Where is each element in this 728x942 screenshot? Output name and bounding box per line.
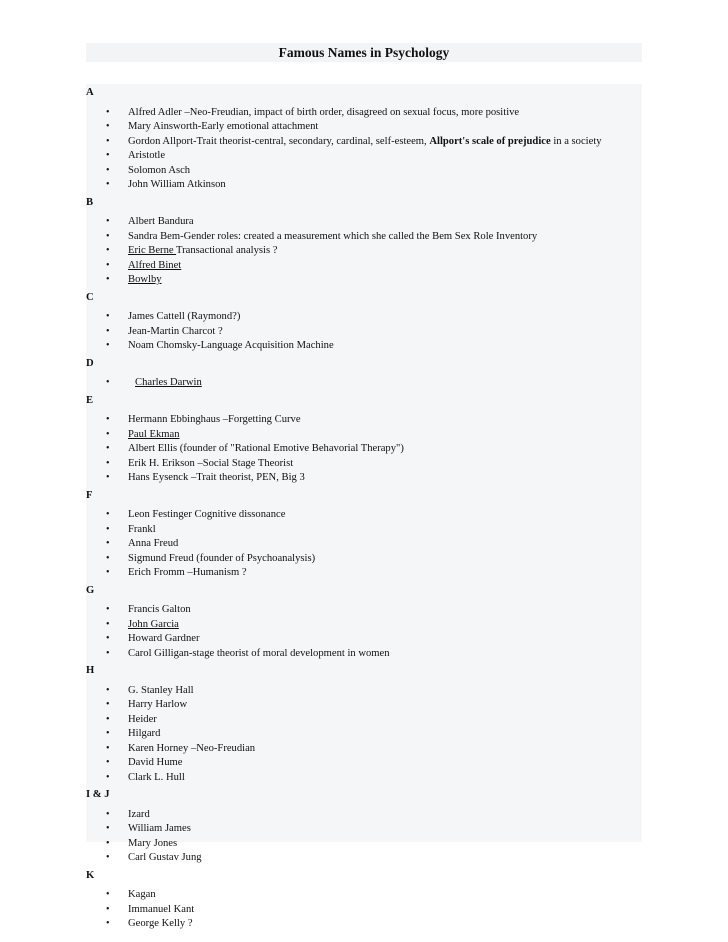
item-text: Clark L. Hull <box>128 771 185 783</box>
name-list <box>86 508 686 581</box>
list-item <box>86 273 686 288</box>
item-text: Sandra Bem-Gender roles: created a measurement which she called the Bem Sex Role Inventory <box>128 230 538 242</box>
item-text: Hilgard <box>128 728 161 739</box>
bullet-icon: • <box>106 604 110 615</box>
section-letter: F <box>86 489 93 501</box>
list-item <box>86 903 686 918</box>
bullet-icon: • <box>106 230 110 242</box>
list-item <box>86 471 686 486</box>
list-item <box>86 149 686 164</box>
item-link[interactable]: Eric Berne <box>128 245 177 256</box>
bullet-icon: • <box>106 852 110 863</box>
list-item <box>86 325 686 340</box>
item-text: William James <box>128 823 191 834</box>
item-text: Hermann Ebbinghaus –Forgetting Curve <box>128 414 301 425</box>
document-body <box>86 86 686 935</box>
name-list <box>86 215 686 288</box>
list-item <box>86 508 686 523</box>
item-text: David Hume <box>128 757 183 768</box>
name-list <box>86 376 686 391</box>
item-text: Karen Horney –Neo-Freudian <box>128 742 256 754</box>
bullet-icon: • <box>106 523 110 535</box>
bullet-icon: • <box>106 728 110 739</box>
bullet-icon: • <box>106 179 110 190</box>
bullet-icon: • <box>106 699 110 710</box>
list-item <box>86 713 686 728</box>
bullet-icon: • <box>106 509 110 520</box>
list-item <box>86 230 686 245</box>
item-text: Immanuel Kant <box>128 903 195 915</box>
list-item <box>86 822 686 837</box>
list-item <box>86 698 686 713</box>
section-letter: C <box>86 291 94 303</box>
list-item <box>86 837 686 852</box>
item-text: Harry Harlow <box>128 699 188 710</box>
item-text: G. Stanley Hall <box>128 684 194 696</box>
list-item <box>86 552 686 567</box>
item-text: Hans Eysenck –Trait theorist, PEN, Big 3 <box>128 472 305 483</box>
list-item <box>86 917 686 932</box>
section-letter: H <box>86 665 95 676</box>
item-text: Jean-Martin Charcot ? <box>128 325 223 337</box>
section-letter: E <box>86 394 94 406</box>
bullet-icon: • <box>106 135 110 147</box>
name-list <box>86 106 686 193</box>
item-text: Erich Fromm –Humanism ? <box>128 567 247 578</box>
bullet-icon: • <box>106 325 110 337</box>
bullet-icon: • <box>106 684 110 696</box>
list-item <box>86 632 686 647</box>
list-item <box>86 106 686 121</box>
bullet-icon: • <box>106 903 110 915</box>
list-item <box>86 310 686 325</box>
list-item <box>86 164 686 179</box>
list-item <box>86 537 686 552</box>
name-list <box>86 413 686 486</box>
bullet-icon: • <box>106 106 110 118</box>
item-bold-text: Allport's scale of prejudice <box>429 135 551 147</box>
item-text: Sigmund Freud (founder of Psychoanalysis) <box>128 552 316 564</box>
bullet-icon: • <box>106 538 110 549</box>
bullet-icon: • <box>106 742 110 754</box>
bullet-icon: • <box>106 837 110 849</box>
item-link[interactable]: Paul Ekman <box>128 428 180 440</box>
bullet-icon: • <box>106 340 110 351</box>
list-item <box>86 618 686 633</box>
bullet-icon: • <box>106 259 110 271</box>
item-text: Heider <box>128 713 157 725</box>
item-link[interactable]: Alfred Binet <box>128 259 182 271</box>
list-item <box>86 457 686 472</box>
item-text: Albert Bandura <box>128 216 194 227</box>
item-text: Leon Festinger Cognitive dissonance <box>128 509 286 520</box>
item-link[interactable]: Charles Darwin <box>135 377 202 388</box>
bullet-icon: • <box>106 567 110 578</box>
bullet-icon: • <box>106 633 110 644</box>
bullet-icon: • <box>106 552 110 564</box>
item-text: Kagan <box>128 889 156 900</box>
list-item <box>86 428 686 443</box>
item-text: Transactional analysis ? <box>176 245 278 256</box>
bullet-icon: • <box>106 121 110 132</box>
list-item <box>86 135 686 150</box>
bullet-icon: • <box>106 808 110 820</box>
item-link[interactable]: John Garcia <box>128 618 179 630</box>
item-text: Francis Galton <box>128 604 191 615</box>
item-text: Anna Freud <box>128 538 179 549</box>
section-letter: B <box>86 196 94 208</box>
list-item <box>86 120 686 135</box>
bullet-icon: • <box>106 443 110 454</box>
bullet-icon: • <box>106 757 110 768</box>
bullet-icon: • <box>106 823 110 834</box>
bullet-icon: • <box>106 150 110 161</box>
bullet-icon: • <box>106 472 110 483</box>
name-list <box>86 684 686 786</box>
section-letter: D <box>86 357 94 369</box>
item-text: Alfred Adler –Neo-Freudian, impact of birth order, disagreed on sexual focus, more positive <box>128 106 520 118</box>
page-title: Famous Names in Psychology <box>278 45 450 60</box>
item-text: Noam Chomsky-Language Acquisition Machine <box>128 340 334 351</box>
item-text: Izard <box>128 808 150 820</box>
bullet-icon: • <box>106 457 110 469</box>
name-list <box>86 310 686 354</box>
list-item <box>86 888 686 903</box>
item-text: Howard Gardner <box>128 633 200 644</box>
list-item <box>86 178 686 193</box>
bullet-icon: • <box>106 713 110 725</box>
list-item <box>86 603 686 618</box>
bullet-icon: • <box>106 216 110 227</box>
list-item <box>86 756 686 771</box>
item-text: Carol Gilligan-stage theorist of moral development in women <box>128 647 390 659</box>
bullet-icon: • <box>106 164 110 176</box>
item-text: James Cattell (Raymond?) <box>128 311 241 322</box>
item-text: Albert Ellis (founder of "Rational Emotive Behavorial Therapy") <box>128 443 404 454</box>
item-text: Aristotle <box>128 150 166 161</box>
item-text: Solomon Asch <box>128 164 191 176</box>
list-item <box>86 771 686 786</box>
item-text: Mary Ainsworth-Early emotional attachment <box>128 121 319 132</box>
item-text: Gordon Allport-Trait theorist-central, secondary, cardinal, self-esteem, <box>128 135 430 147</box>
list-item <box>86 808 686 823</box>
list-item <box>86 742 686 757</box>
bullet-icon: • <box>106 618 110 630</box>
bullet-icon: • <box>106 771 110 783</box>
section-letter: I & J <box>86 789 110 800</box>
bullet-icon: • <box>106 311 110 322</box>
bullet-icon: • <box>106 245 110 256</box>
bullet-icon: • <box>106 889 110 900</box>
list-item <box>86 413 686 428</box>
list-item <box>86 727 686 742</box>
bullet-icon: • <box>106 414 110 425</box>
list-item <box>86 523 686 538</box>
section-letter: K <box>86 869 95 881</box>
bullet-icon: • <box>106 274 110 285</box>
item-link[interactable]: Bowlby <box>128 274 162 285</box>
bullet-icon: • <box>106 377 110 388</box>
name-list <box>86 603 686 661</box>
list-item <box>86 244 686 259</box>
item-text: George Kelly ? <box>128 918 193 929</box>
item-text: Frankl <box>128 523 156 535</box>
item-text: Mary Jones <box>128 837 178 849</box>
list-item <box>86 684 686 699</box>
list-item <box>86 851 686 866</box>
item-text: in a society <box>550 135 602 147</box>
section-letter: G <box>86 584 95 596</box>
item-text: Carl Gustav Jung <box>128 852 202 863</box>
list-item <box>86 376 686 391</box>
list-item <box>86 215 686 230</box>
item-text: John William Atkinson <box>128 179 226 190</box>
list-item <box>86 259 686 274</box>
list-item <box>86 339 686 354</box>
list-item <box>86 647 686 662</box>
list-item <box>86 442 686 457</box>
section-letter: A <box>86 87 94 98</box>
bullet-icon: • <box>106 428 110 440</box>
list-item <box>86 566 686 581</box>
name-list <box>86 808 686 866</box>
bullet-icon: • <box>106 647 110 659</box>
item-text: Erik H. Erikson –Social Stage Theorist <box>128 457 294 469</box>
bullet-icon: • <box>106 918 110 929</box>
name-list <box>86 888 686 932</box>
